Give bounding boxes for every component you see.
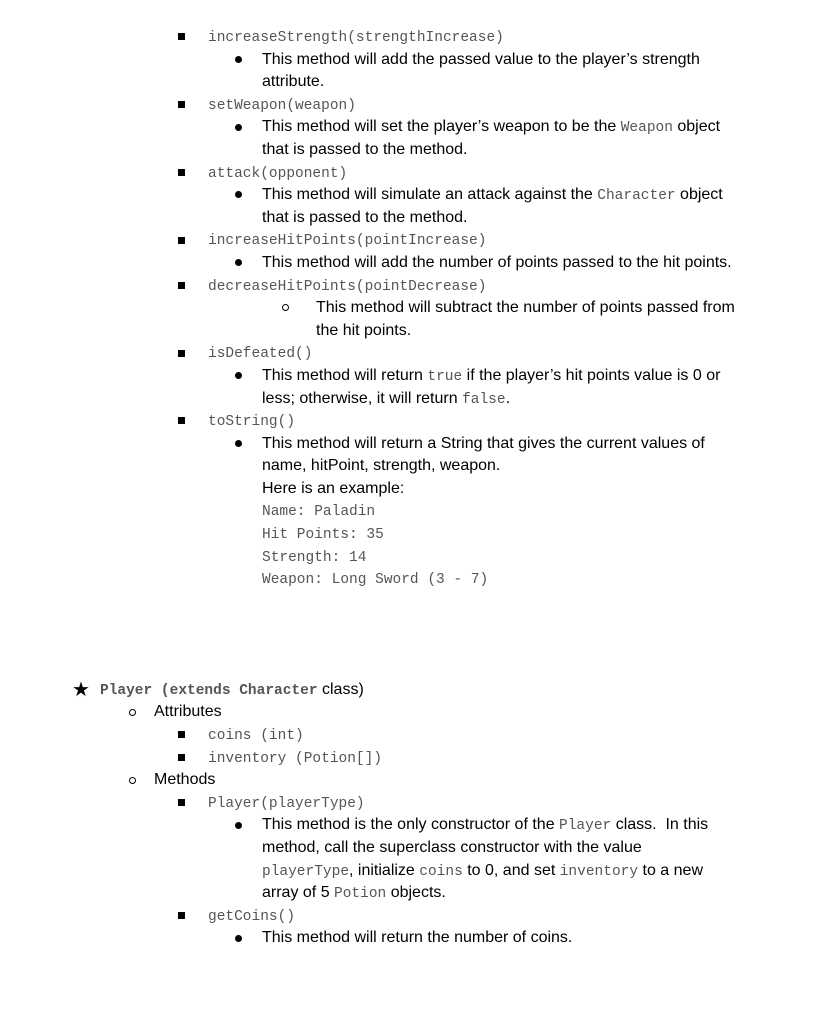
list-item-continuation — [0, 500, 835, 523]
text-segment: that is passed to the method. — [262, 140, 468, 158]
inline-code: Character — [597, 188, 676, 205]
list-item — [0, 342, 835, 365]
line-text — [208, 724, 304, 748]
square-bullet-icon — [178, 342, 185, 365]
bullet-icon — [235, 184, 242, 207]
bullet-icon — [235, 116, 242, 139]
list-item — [0, 747, 835, 770]
line-text — [154, 769, 215, 792]
list-item — [0, 229, 835, 252]
text-segment: method, call the superclass constructor with the value — [262, 839, 642, 856]
list-item — [0, 184, 835, 207]
inline-code: increaseHitPoints(pointIncrease) — [208, 233, 487, 250]
square-bullet-icon — [178, 792, 185, 815]
square-bullet-icon — [178, 26, 185, 49]
line-text — [262, 207, 467, 230]
line-text — [208, 162, 347, 186]
line-text — [262, 49, 700, 72]
list-item-continuation — [0, 546, 835, 569]
text-segment: if the player’s hit points value is 0 or — [462, 366, 721, 384]
list-item — [0, 769, 835, 792]
text-segment: , initialize — [349, 861, 420, 879]
list-item — [0, 701, 835, 724]
inline-code: attack(opponent) — [208, 165, 348, 182]
text-segment: This method is the only constructor of the — [262, 816, 560, 834]
square-bullet-icon — [178, 905, 185, 928]
list-item — [0, 679, 835, 702]
hollow-circle-bullet-icon — [129, 701, 136, 724]
line-text — [208, 792, 365, 816]
line-text — [208, 747, 382, 771]
square-bullet-icon — [178, 94, 185, 117]
list-item-continuation — [0, 478, 835, 501]
square-bullet-icon — [178, 162, 185, 185]
text-segment: This method will add the passed value to the player’s strength — [262, 50, 700, 68]
list-item-continuation — [0, 207, 835, 230]
line-text — [262, 433, 705, 456]
text-segment: object — [675, 186, 723, 204]
text-segment: Methods — [154, 771, 216, 789]
list-item — [0, 433, 835, 456]
list-item — [0, 724, 835, 747]
line-text — [262, 837, 642, 860]
inline-code: Player — [559, 818, 612, 835]
list-item — [0, 116, 835, 139]
inline-code: Weapon: Long Sword (3 - 7) — [262, 572, 489, 589]
inline-code: isDefeated() — [208, 346, 313, 363]
text-segment: objects. — [386, 884, 446, 902]
line-text — [208, 905, 295, 929]
inline-code: coins — [419, 863, 463, 880]
line-text — [262, 478, 404, 501]
text-segment: class. In this — [611, 816, 709, 834]
line-text — [262, 882, 446, 906]
text-segment: This method will set the player’s weapon to be the — [262, 118, 621, 136]
bullet-icon — [235, 252, 242, 275]
list-item-continuation — [0, 837, 835, 860]
list-item — [0, 252, 835, 275]
text-segment: This method will return a String that gives the current values of — [262, 434, 705, 452]
line-text — [262, 139, 467, 162]
line-text — [316, 297, 735, 320]
text-segment: Attributes — [154, 703, 222, 721]
list-item — [0, 814, 835, 837]
square-bullet-icon — [178, 275, 185, 298]
text-segment: less; otherwise, it will return — [262, 389, 463, 407]
line-text — [208, 229, 486, 253]
list-item — [0, 94, 835, 117]
inline-code: coins (int) — [208, 728, 304, 745]
text-segment: This method will simulate an attack against the — [262, 186, 598, 204]
text-segment: class) — [317, 680, 364, 698]
star-icon: ★ — [72, 678, 90, 701]
list-item — [0, 162, 835, 185]
inline-code: true — [427, 368, 463, 385]
line-text — [208, 342, 312, 366]
bullet-icon — [235, 814, 242, 837]
text-segment: to 0, and set — [462, 861, 560, 879]
hollow-circle-bullet-icon — [282, 297, 289, 320]
text-segment: This method will add the number of points passed to the hit points. — [262, 253, 732, 271]
list-item-continuation — [0, 71, 835, 94]
inline-code: setWeapon(weapon) — [208, 97, 356, 114]
text-segment: the hit points. — [316, 321, 412, 339]
text-segment: that is passed to the method. — [262, 208, 468, 226]
line-text — [262, 523, 384, 547]
inline-code: decreaseHitPoints(pointDecrease) — [208, 278, 487, 295]
inline-code: Potion — [334, 886, 387, 903]
text-segment: Here is an example: — [262, 479, 405, 497]
line-text — [208, 410, 295, 434]
bullet-icon — [235, 433, 242, 456]
square-bullet-icon — [178, 410, 185, 433]
line-text — [262, 455, 500, 478]
text-segment: object — [672, 118, 721, 136]
list-item-continuation — [0, 523, 835, 546]
line-text — [262, 365, 720, 389]
text-segment: This method will return the number of coins. — [262, 929, 573, 947]
line-text — [262, 252, 732, 275]
text-segment: . — [505, 389, 511, 407]
line-text — [262, 860, 703, 884]
list-item — [0, 275, 835, 298]
bullet-icon — [235, 365, 242, 388]
text-segment: attribute. — [262, 73, 325, 91]
inline-code: false — [462, 391, 506, 408]
list-item-continuation — [0, 455, 835, 478]
line-text — [208, 94, 356, 118]
list-item-continuation — [0, 568, 835, 591]
list-item — [0, 792, 835, 815]
line-text — [262, 546, 366, 570]
line-text — [208, 275, 486, 299]
line-text — [208, 26, 504, 50]
square-bullet-icon — [178, 724, 185, 747]
inline-code: Strength: 14 — [262, 549, 367, 566]
line-text — [262, 388, 510, 412]
inline-code: Hit Points: 35 — [262, 527, 384, 544]
list-item-continuation — [0, 882, 835, 905]
inline-code: inventory (Potion[]) — [208, 750, 383, 767]
text-segment: This method will return — [262, 366, 428, 384]
bullet-icon — [235, 927, 242, 950]
list-item — [0, 26, 835, 49]
line-text — [262, 814, 708, 838]
line-text — [262, 927, 572, 950]
inline-code: toString() — [208, 414, 296, 431]
line-text — [262, 500, 375, 524]
list-item — [0, 365, 835, 388]
list-item-continuation — [0, 388, 835, 411]
inline-code: increaseStrength(strengthIncrease) — [208, 30, 504, 46]
text-segment: This method will subtract the number of points passed from — [316, 299, 735, 317]
text-segment: name, hitPoint, strength, weapon. — [262, 457, 501, 475]
list-item — [0, 297, 835, 320]
list-item-continuation — [0, 860, 835, 883]
player-class-section — [0, 679, 835, 950]
line-text — [100, 679, 364, 703]
list-item — [0, 927, 835, 950]
inline-code: Weapon — [620, 120, 673, 137]
line-text — [154, 701, 222, 724]
list-item — [0, 49, 835, 72]
inline-code: Name: Paladin — [262, 504, 376, 521]
line-text — [262, 568, 488, 592]
list-item-continuation — [0, 320, 835, 343]
text-segment: to a new — [638, 861, 703, 879]
inline-code: inventory — [559, 863, 639, 880]
class-heading-code: Player (extends Character — [100, 682, 318, 699]
list-item-continuation — [0, 139, 835, 162]
square-bullet-icon — [178, 229, 185, 252]
inline-code: playerType — [262, 863, 350, 880]
list-item — [0, 410, 835, 433]
text-segment: array of 5 — [262, 884, 335, 902]
inline-code: getCoins() — [208, 908, 296, 925]
bullet-icon — [235, 49, 242, 72]
list-item — [0, 905, 835, 928]
line-text — [316, 320, 411, 343]
square-bullet-icon — [178, 747, 185, 770]
line-text — [262, 71, 324, 94]
hollow-circle-bullet-icon — [129, 769, 136, 792]
inline-code: Player(playerType) — [208, 795, 365, 812]
line-text — [262, 116, 720, 140]
line-text — [262, 184, 723, 208]
